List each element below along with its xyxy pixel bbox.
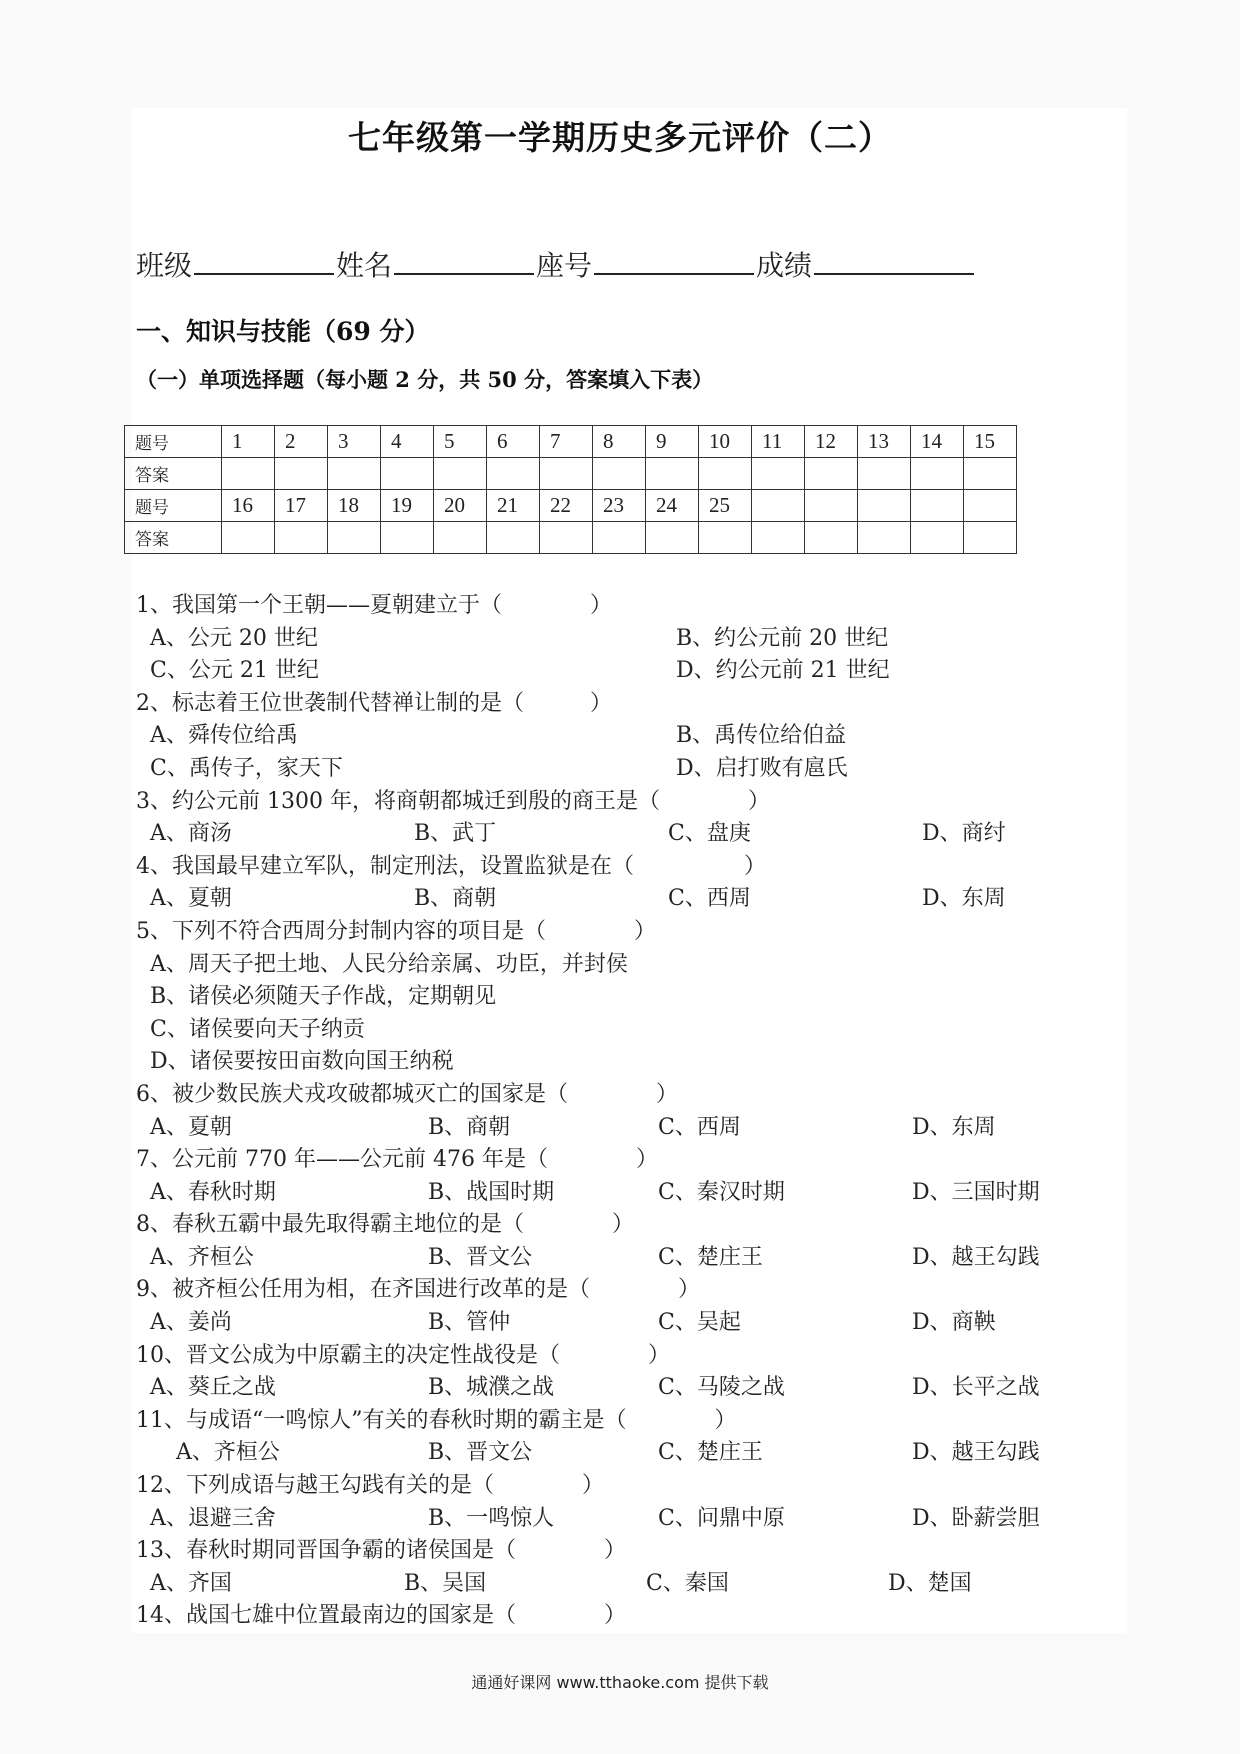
option-row [136,1014,1096,1047]
question-number: 11 [752,426,805,458]
answer-cell[interactable] [752,458,805,490]
answer-cell[interactable] [487,458,540,490]
answer-cell[interactable] [805,522,858,554]
footer-credit: 通通好课网 www.tthaoke.com 提供下载 [471,1673,769,1692]
question-number: 9 [646,426,699,458]
question-number: 22 [540,490,593,522]
option-label: A、公元 20 世纪 [150,625,318,651]
question-number: 3 [328,426,381,458]
row-label: 答案 [125,522,222,554]
option-label: C、楚庄王 [658,1244,763,1270]
answer-cell[interactable] [434,522,487,554]
option-label: B、战国时期 [428,1179,555,1205]
option-label: A、舜传位给禹 [150,723,298,749]
section-heading: 一、知识与技能（69 分） [136,317,430,346]
answer-cell[interactable] [593,522,646,554]
answer-cell[interactable] [540,522,593,554]
option-label: D、约公元前 21 世纪 [676,658,890,684]
question-number: 17 [275,490,328,522]
option-label: A、齐桓公 [150,1244,254,1270]
question-number: 19 [381,490,434,522]
option-row [136,623,1096,656]
question-number: 1 [222,426,275,458]
option-label: B、商朝 [414,886,497,912]
option-label: D、商纣 [922,821,1006,847]
answer-cell[interactable] [222,458,275,490]
table-row [125,458,1017,490]
option-row [136,1568,1096,1601]
option-label: B、城濮之战 [428,1375,555,1401]
question-number: 5 [434,426,487,458]
option-label: A、齐桓公 [176,1440,280,1466]
option-label: A、周天子把土地、人民分给亲属、功臣，并封侯 [150,951,628,977]
class-blank[interactable] [194,249,334,275]
option-label: D、启打败有扈氏 [676,755,848,781]
answer-cell[interactable] [487,522,540,554]
student-info-line [136,244,976,284]
answer-cell[interactable] [434,458,487,490]
seat-label: 座号 [536,249,593,282]
option-label: C、禹传子，家天下 [150,755,343,781]
question-number: 8 [593,426,646,458]
option-row [136,1437,1096,1470]
table-row [125,490,1017,522]
option-label: B、晋文公 [428,1440,533,1466]
option-label: C、马陵之战 [658,1375,785,1401]
option-label: D、楚国 [888,1570,972,1596]
option-label: C、秦汉时期 [658,1179,785,1205]
answer-cell[interactable] [328,458,381,490]
option-label: D、长平之战 [912,1375,1040,1401]
answer-cell[interactable] [646,522,699,554]
answer-cell[interactable] [222,522,275,554]
score-blank[interactable] [814,249,974,275]
seat-blank[interactable] [594,249,754,275]
option-label: A、夏朝 [150,1114,232,1140]
option-label: B、晋文公 [428,1244,533,1270]
option-label: C、楚庄王 [658,1440,763,1466]
question-stem: 7、公元前 770 年——公元前 476 年是（ ） [136,1147,658,1173]
question-stem: 5、下列不符合西周分封制内容的项目是（ ） [136,918,656,944]
option-label: B、诸侯必须随天子作战，定期朝见 [150,984,497,1010]
option-label: B、约公元前 20 世纪 [676,625,889,651]
option-label: D、东周 [912,1114,996,1140]
option-row [136,1046,1096,1079]
answer-cell[interactable] [964,458,1017,490]
question-number: 13 [858,426,911,458]
subsection-heading: （一）单项选择题（每小题 2 分，共 50 分，答案填入下表） [136,367,714,392]
question-stem: 11、与成语“一鸣惊人”有关的春秋时期的霸主是（ ） [136,1407,737,1433]
option-row [136,1242,1096,1275]
option-label: D、卧薪尝胆 [912,1505,1040,1531]
option-label: A、春秋时期 [150,1179,276,1205]
option-row [136,1307,1096,1340]
question-number: 10 [699,426,752,458]
option-label: D、三国时期 [912,1179,1040,1205]
option-label: B、管仲 [428,1310,511,1336]
question-number [964,490,1017,522]
question-number: 23 [593,490,646,522]
question-stem: 8、春秋五霸中最先取得霸主地位的是（ ） [136,1212,634,1238]
table-row [125,522,1017,554]
question-number: 18 [328,490,381,522]
row-label: 题号 [125,426,222,458]
option-row [136,883,1096,916]
answer-cell[interactable] [858,458,911,490]
option-label: C、问鼎中原 [658,1505,785,1531]
answer-cell[interactable] [858,522,911,554]
option-label: B、禹传位给伯益 [676,723,847,749]
option-row [136,1112,1096,1145]
option-row [136,720,1096,753]
option-label: A、商汤 [150,821,232,847]
option-label: B、一鸣惊人 [428,1505,555,1531]
option-label: B、吴国 [404,1570,487,1596]
option-label: C、西周 [668,886,751,912]
question-number: 2 [275,426,328,458]
answer-cell[interactable] [381,522,434,554]
question-stem: 13、春秋时期同晋国争霸的诸侯国是（ ） [136,1538,626,1564]
question-number: 25 [699,490,752,522]
option-label: A、夏朝 [150,886,232,912]
option-label: C、诸侯要向天子纳贡 [150,1016,365,1042]
question-stem: 9、被齐桓公任用为相，在齐国进行改革的是（ ） [136,1277,700,1303]
answer-cell[interactable] [805,458,858,490]
option-label: C、秦国 [646,1570,729,1596]
question-stem: 4、我国最早建立军队，制定刑法，设置监狱是在（ ） [136,853,766,879]
answer-table [124,425,1017,554]
score-label: 成绩 [756,249,813,282]
answer-cell[interactable] [964,522,1017,554]
question-stem: 6、被少数民族犬戎攻破都城灭亡的国家是（ ） [136,1081,678,1107]
name-blank[interactable] [394,249,534,275]
option-label: C、西周 [658,1114,741,1140]
class-label: 班级 [136,249,193,282]
option-row [136,655,1096,688]
option-label: A、姜尚 [150,1310,232,1336]
option-label: C、盘庚 [668,821,751,847]
option-label: D、越王勾践 [912,1440,1040,1466]
question-stem: 10、晋文公成为中原霸主的决定性战役是（ ） [136,1342,670,1368]
answer-cell[interactable] [699,522,752,554]
question-stem: 3、约公元前 1300 年，将商朝都城迁到殷的商王是（ ） [136,788,770,814]
option-label: C、吴起 [658,1310,741,1336]
question-stem: 14、战国七雄中位置最南边的国家是（ ） [136,1603,626,1629]
row-label: 题号 [125,490,222,522]
answer-cell[interactable] [699,458,752,490]
question-stem: 2、标志着王位世袭制代替禅让制的是（ ） [136,690,612,716]
option-label: A、葵丘之战 [150,1375,276,1401]
question-number [858,490,911,522]
question-number [805,490,858,522]
question-number: 4 [381,426,434,458]
option-row [136,1503,1096,1536]
answer-cell[interactable] [328,522,381,554]
answer-cell[interactable] [381,458,434,490]
answer-cell[interactable] [275,522,328,554]
question-number: 12 [805,426,858,458]
answer-cell[interactable] [911,458,964,490]
question-number: 15 [964,426,1017,458]
answer-cell[interactable] [911,522,964,554]
answer-cell[interactable] [752,522,805,554]
option-row [136,1372,1096,1405]
question-number: 16 [222,490,275,522]
name-label: 姓名 [336,249,393,282]
option-label: B、商朝 [428,1114,511,1140]
question-number: 6 [487,426,540,458]
answer-cell[interactable] [275,458,328,490]
option-label: D、越王勾践 [912,1244,1040,1270]
option-row [136,818,1096,851]
option-label: C、公元 21 世纪 [150,658,319,684]
answer-cell[interactable] [593,458,646,490]
row-label: 答案 [125,458,222,490]
option-row [136,753,1096,786]
question-stem: 1、我国第一个王朝——夏朝建立于（ ） [136,593,612,618]
question-number: 21 [487,490,540,522]
question-number [752,490,805,522]
option-label: D、诸侯要按田亩数向国王纳税 [150,1049,454,1075]
question-number: 14 [911,426,964,458]
answer-cell[interactable] [540,458,593,490]
question-list [136,590,1096,1633]
option-label: A、齐国 [150,1570,232,1596]
option-row [136,981,1096,1014]
option-row [136,949,1096,982]
option-label: B、武丁 [414,821,497,847]
question-number [911,490,964,522]
question-number: 24 [646,490,699,522]
option-label: D、东周 [922,886,1006,912]
question-stem: 12、下列成语与越王勾践有关的是（ ） [136,1473,604,1499]
table-row [125,426,1017,458]
page-title: 七年级第一学期历史多元评价（二） [348,118,892,157]
option-label: A、退避三舍 [150,1505,276,1531]
option-label: D、商鞅 [912,1310,996,1336]
answer-cell[interactable] [646,458,699,490]
question-number: 7 [540,426,593,458]
question-number: 20 [434,490,487,522]
option-row [136,1177,1096,1210]
